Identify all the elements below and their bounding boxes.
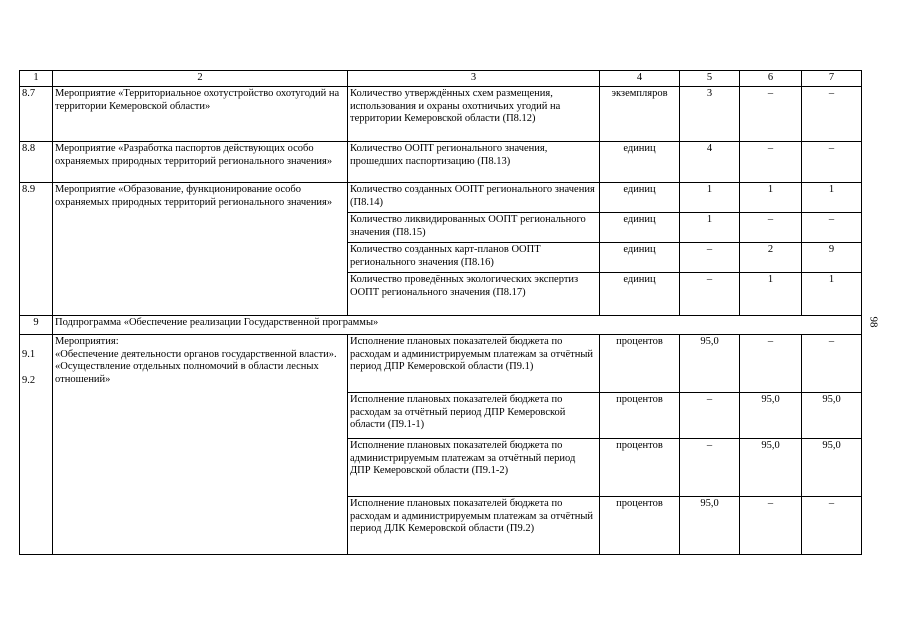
value-col7: – — [802, 213, 862, 243]
value-col6: – — [740, 142, 802, 183]
indicator-cell: Исполнение плановых показателей бюджета по расходам и администрируемым платежам за отчётный период ДЛК Кемеровской области (П9.2) — [348, 497, 600, 555]
value-col7: – — [802, 142, 862, 183]
unit-cell: единиц — [600, 243, 680, 273]
value-col5: – — [680, 273, 740, 316]
header-cell: 3 — [348, 71, 600, 87]
indicator-cell: Исполнение плановых показателей бюджета по расходам за отчётный период ДПР Кемеровской области (П9.1-1) — [348, 393, 600, 439]
unit-cell: процентов — [600, 335, 680, 393]
value-col7: – — [802, 335, 862, 393]
unit-cell: процентов — [600, 497, 680, 555]
unit-cell: процентов — [600, 393, 680, 439]
unit-cell: процентов — [600, 439, 680, 497]
header-cell: 7 — [802, 71, 862, 87]
unit-cell: экземпляров — [600, 87, 680, 142]
header-cell: 1 — [20, 71, 53, 87]
row-number: 9.1 — [22, 349, 36, 360]
row-number: 8.9 — [20, 183, 53, 316]
value-col5: – — [680, 439, 740, 497]
event-cell: Мероприятие «Образование, функционирование особо охраняемых природных территорий регионального значения» — [53, 183, 348, 316]
value-col5: 1 — [680, 183, 740, 213]
value-col5: 95,0 — [680, 497, 740, 555]
value-col6: – — [740, 335, 802, 393]
event-cell: Мероприятие «Территориальное охотустройство охотугодий на территории Кемеровской области» — [53, 87, 348, 142]
header-cell: 5 — [680, 71, 740, 87]
value-col6: 1 — [740, 183, 802, 213]
row-number: 8.7 — [20, 87, 53, 142]
header-cell: 6 — [740, 71, 802, 87]
value-col7: 95,0 — [802, 439, 862, 497]
value-col7: – — [802, 497, 862, 555]
page-number: 98 — [867, 316, 880, 328]
value-col5: – — [680, 243, 740, 273]
value-col7: 9 — [802, 243, 862, 273]
value-col6: 95,0 — [740, 393, 802, 439]
row-number: 8.8 — [20, 142, 53, 183]
table-row — [20, 183, 862, 213]
indicator-cell: Количество проведённых экологических экспертиз ООПТ регионального значения (П8.17) — [348, 273, 600, 316]
value-col6: 2 — [740, 243, 802, 273]
value-col5: 1 — [680, 213, 740, 243]
indicator-cell: Количество ООПТ регионального значения, прошедших паспортизацию (П8.13) — [348, 142, 600, 183]
indicator-cell: Количество ликвидированных ООПТ регионального значения (П8.15) — [348, 213, 600, 243]
event-line: Мероприятия: — [55, 336, 119, 347]
table-row — [20, 87, 862, 142]
table-row — [20, 142, 862, 183]
value-col5: 3 — [680, 87, 740, 142]
value-col7: 95,0 — [802, 393, 862, 439]
indicator-cell: Количество утверждённых схем размещения, использования и охраны охотничьих угодий на территории Кемеровской области (П8.12) — [348, 87, 600, 142]
subprogram-row — [20, 316, 862, 335]
row-number: 9.2 — [22, 374, 36, 386]
header-cell: 2 — [53, 71, 348, 87]
indicator-cell: Исполнение плановых показателей бюджета по расходам и администрируемым платежам за отчётный период ДПР Кемеровской области (П9.1) — [348, 335, 600, 393]
value-col7: 1 — [802, 183, 862, 213]
indicators-table — [19, 70, 862, 555]
value-col6: 1 — [740, 273, 802, 316]
indicator-cell: Исполнение плановых показателей бюджета по администрируемым платежам за отчётный период ДПР Кемеровской области (П9.1-2) — [348, 439, 600, 497]
value-col5: 95,0 — [680, 335, 740, 393]
value-col6: – — [740, 497, 802, 555]
value-col7: 1 — [802, 273, 862, 316]
subprogram-title: Подпрограмма «Обеспечение реализации Государственной программы» — [53, 316, 862, 335]
unit-cell: единиц — [600, 213, 680, 243]
indicator-cell: Количество созданных ООПТ регионального значения (П8.14) — [348, 183, 600, 213]
indicator-cell: Количество созданных карт-планов ООПТ регионального значения (П8.16) — [348, 243, 600, 273]
unit-cell: единиц — [600, 142, 680, 183]
unit-cell: единиц — [600, 183, 680, 213]
value-col5: – — [680, 393, 740, 439]
value-col5: 4 — [680, 142, 740, 183]
header-cell: 4 — [600, 71, 680, 87]
row-number: 9 — [20, 316, 53, 335]
event-cell: Мероприятие «Разработка паспортов действующих особо охраняемых природных территорий регионального значения» — [53, 142, 348, 183]
event-line: «Обеспечение деятельности органов государственной власти». — [55, 348, 337, 360]
value-col6: 95,0 — [740, 439, 802, 497]
unit-cell: единиц — [600, 273, 680, 316]
row-number-cell — [20, 335, 53, 555]
event-cell — [53, 335, 348, 555]
header-row — [20, 71, 862, 87]
event-line: «Осуществление отдельных полномочий в области лесных отношений» — [55, 361, 319, 385]
value-col6: – — [740, 87, 802, 142]
table-row — [20, 335, 862, 393]
value-col6: – — [740, 213, 802, 243]
value-col7: – — [802, 87, 862, 142]
